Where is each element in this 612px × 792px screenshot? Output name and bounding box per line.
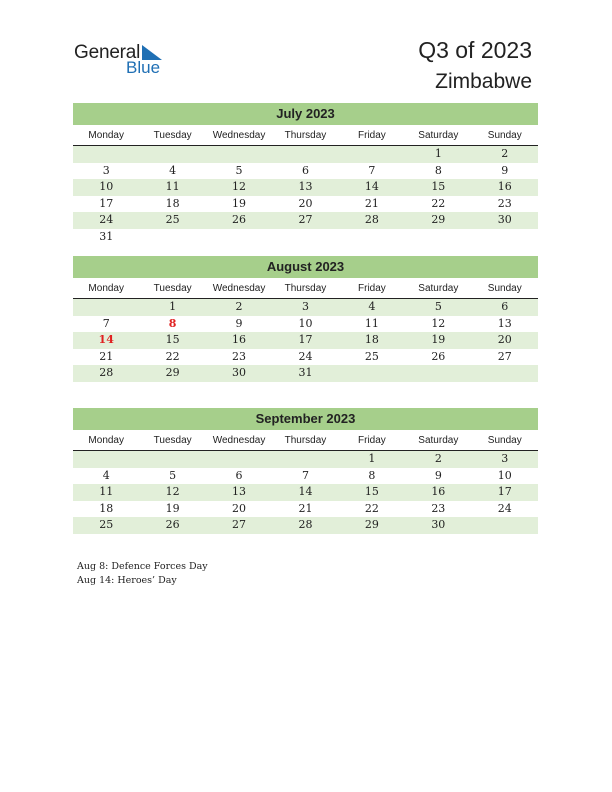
date-cell: 27 bbox=[232, 518, 247, 532]
weekday-label: Friday bbox=[358, 435, 386, 446]
date-cell: 24 bbox=[497, 501, 512, 515]
date-cell bbox=[139, 451, 205, 468]
date-cell: 30 bbox=[232, 366, 247, 380]
date-cell: 23 bbox=[232, 349, 247, 363]
month-july bbox=[73, 103, 538, 246]
week-row bbox=[73, 332, 538, 349]
date-cell: 22 bbox=[431, 196, 446, 210]
date-cell bbox=[339, 229, 405, 246]
date-cell: 12 bbox=[232, 180, 247, 194]
week-row bbox=[73, 501, 538, 518]
date-cell bbox=[139, 229, 205, 246]
date-cell: 27 bbox=[497, 349, 512, 363]
weekday-label: Sunday bbox=[487, 435, 522, 446]
date-cell: 27 bbox=[298, 213, 313, 227]
weekday-label: Thursday bbox=[284, 283, 327, 294]
date-cell: 30 bbox=[431, 518, 446, 532]
date-cell: 22 bbox=[364, 501, 379, 515]
holiday-notes bbox=[77, 560, 208, 588]
date-cell: 31 bbox=[298, 366, 313, 380]
weekday-label: Saturday bbox=[418, 283, 459, 294]
date-cell: 19 bbox=[431, 333, 446, 347]
date-cell: 20 bbox=[497, 333, 512, 347]
date-cell bbox=[339, 365, 405, 382]
holiday-date-cell: 14 bbox=[98, 333, 114, 347]
date-cell bbox=[405, 365, 471, 382]
date-cell: 5 bbox=[434, 300, 442, 313]
date-cell: 29 bbox=[431, 213, 446, 227]
weekday-label: Thursday bbox=[284, 130, 327, 141]
date-cell: 17 bbox=[497, 485, 512, 499]
date-cell: 29 bbox=[364, 518, 379, 532]
date-cell bbox=[472, 229, 538, 246]
date-cell: 26 bbox=[431, 349, 446, 363]
date-cell: 6 bbox=[301, 163, 309, 177]
date-cell: 19 bbox=[232, 196, 247, 210]
date-cell: 19 bbox=[165, 501, 180, 515]
weekday-label: Wednesday bbox=[212, 435, 266, 446]
date-cell: 11 bbox=[364, 316, 379, 330]
weekday-label: Wednesday bbox=[212, 283, 266, 294]
date-cell: 13 bbox=[232, 485, 247, 499]
week-row bbox=[73, 179, 538, 196]
week-row bbox=[73, 299, 538, 316]
date-cell: 14 bbox=[364, 180, 379, 194]
date-cell: 20 bbox=[298, 196, 313, 210]
date-cell: 23 bbox=[431, 501, 446, 515]
date-cell: 25 bbox=[165, 213, 180, 227]
date-cell: 28 bbox=[298, 518, 313, 532]
month-august bbox=[73, 256, 538, 382]
date-cell: 4 bbox=[169, 163, 177, 177]
date-cell: 8 bbox=[368, 468, 376, 482]
date-cell: 2 bbox=[501, 147, 509, 160]
date-cell bbox=[472, 365, 538, 382]
holiday-note: Aug 8: Defence Forces Day bbox=[77, 561, 208, 572]
date-cell: 9 bbox=[501, 163, 509, 177]
holiday-date-cell: 8 bbox=[168, 316, 177, 330]
date-cell: 13 bbox=[497, 316, 512, 330]
date-cell: 7 bbox=[102, 316, 110, 330]
date-cell bbox=[206, 146, 272, 163]
date-cell: 11 bbox=[99, 485, 114, 499]
weekday-header-row bbox=[73, 279, 538, 299]
date-cell: 9 bbox=[235, 316, 243, 330]
weekday-label: Tuesday bbox=[153, 130, 192, 141]
date-cell: 12 bbox=[165, 485, 180, 499]
date-cell: 15 bbox=[431, 180, 446, 194]
date-cell bbox=[73, 146, 139, 163]
date-cell bbox=[73, 451, 139, 468]
week-row bbox=[73, 196, 538, 213]
week-row bbox=[73, 349, 538, 366]
date-cell: 28 bbox=[364, 213, 379, 227]
date-cell: 8 bbox=[434, 163, 442, 177]
date-cell: 18 bbox=[99, 501, 114, 515]
date-cell bbox=[272, 229, 338, 246]
date-cell: 4 bbox=[102, 468, 110, 482]
date-cell: 24 bbox=[298, 349, 313, 363]
date-cell: 10 bbox=[99, 180, 114, 194]
date-cell bbox=[405, 229, 471, 246]
date-cell: 21 bbox=[298, 501, 313, 515]
date-cell: 1 bbox=[169, 300, 177, 313]
date-cell: 31 bbox=[99, 229, 114, 243]
date-cell: 30 bbox=[497, 213, 512, 227]
date-cell: 2 bbox=[434, 452, 442, 465]
date-cell: 16 bbox=[431, 485, 446, 499]
week-row bbox=[73, 163, 538, 180]
date-cell: 23 bbox=[497, 196, 512, 210]
date-cell: 15 bbox=[364, 485, 379, 499]
date-cell bbox=[272, 146, 338, 163]
date-cell: 3 bbox=[301, 300, 309, 313]
date-cell: 17 bbox=[99, 196, 114, 210]
date-cell: 16 bbox=[497, 180, 512, 194]
date-cell bbox=[472, 517, 538, 534]
weekday-label: Sunday bbox=[487, 130, 522, 141]
weekday-label: Wednesday bbox=[212, 130, 266, 141]
date-cell: 20 bbox=[232, 501, 247, 515]
date-cell: 26 bbox=[232, 213, 247, 227]
brand-logo bbox=[74, 42, 174, 78]
date-cell: 17 bbox=[298, 333, 313, 347]
holiday-note: Aug 14: Heroes’ Day bbox=[77, 575, 177, 586]
week-row bbox=[73, 146, 538, 163]
date-cell: 21 bbox=[99, 349, 114, 363]
brand-name-line2: Blue bbox=[126, 58, 161, 77]
weekday-label: Friday bbox=[358, 283, 386, 294]
date-cell: 3 bbox=[501, 452, 509, 465]
week-row bbox=[73, 484, 538, 501]
date-cell: 26 bbox=[165, 518, 180, 532]
weekday-label: Tuesday bbox=[153, 283, 192, 294]
weekday-label: Monday bbox=[88, 435, 124, 446]
date-cell: 13 bbox=[298, 180, 313, 194]
month-title: August 2023 bbox=[73, 256, 538, 278]
month-september bbox=[73, 408, 538, 534]
brand-name-line1: General bbox=[74, 42, 141, 63]
week-row bbox=[73, 468, 538, 485]
date-cell: 6 bbox=[235, 468, 243, 482]
weekday-label: Thursday bbox=[284, 435, 327, 446]
week-row bbox=[73, 212, 538, 229]
weekday-label: Friday bbox=[358, 130, 386, 141]
date-cell: 10 bbox=[497, 468, 512, 482]
country-name: Zimbabwe bbox=[435, 70, 532, 93]
weekday-header-row bbox=[73, 126, 538, 146]
date-cell: 28 bbox=[99, 366, 114, 380]
date-cell: 18 bbox=[165, 196, 180, 210]
date-cell: 1 bbox=[434, 147, 442, 160]
date-cell: 18 bbox=[364, 333, 379, 347]
month-title: July 2023 bbox=[73, 103, 538, 125]
date-cell bbox=[206, 229, 272, 246]
date-cell bbox=[73, 299, 139, 316]
date-cell: 5 bbox=[169, 468, 177, 482]
date-cell bbox=[272, 451, 338, 468]
weekday-label: Tuesday bbox=[153, 435, 192, 446]
date-cell: 11 bbox=[165, 180, 180, 194]
date-cell: 25 bbox=[364, 349, 379, 363]
weekday-label: Monday bbox=[88, 283, 124, 294]
date-cell: 22 bbox=[165, 349, 180, 363]
date-cell: 7 bbox=[301, 468, 309, 482]
date-cell: 14 bbox=[298, 485, 313, 499]
date-cell: 7 bbox=[368, 163, 376, 177]
date-cell bbox=[139, 146, 205, 163]
weekday-label: Sunday bbox=[487, 283, 522, 294]
date-cell: 15 bbox=[165, 333, 180, 347]
date-cell: 6 bbox=[501, 300, 509, 313]
date-cell: 16 bbox=[232, 333, 247, 347]
date-cell: 12 bbox=[431, 316, 446, 330]
week-row bbox=[73, 365, 538, 382]
date-cell: 25 bbox=[99, 518, 114, 532]
date-cell: 9 bbox=[434, 468, 442, 482]
weekday-header-row bbox=[73, 431, 538, 451]
date-cell: 10 bbox=[298, 316, 313, 330]
weekday-label: Saturday bbox=[418, 130, 459, 141]
week-row bbox=[73, 316, 538, 333]
week-row bbox=[73, 229, 538, 246]
date-cell bbox=[339, 146, 405, 163]
date-cell: 21 bbox=[364, 196, 379, 210]
date-cell: 1 bbox=[368, 452, 376, 465]
date-cell: 29 bbox=[165, 366, 180, 380]
date-cell: 3 bbox=[102, 163, 110, 177]
date-cell: 4 bbox=[368, 300, 376, 313]
weekday-label: Monday bbox=[88, 130, 124, 141]
month-title: September 2023 bbox=[73, 408, 538, 430]
date-cell bbox=[206, 451, 272, 468]
weekday-label: Saturday bbox=[418, 435, 459, 446]
date-cell: 2 bbox=[235, 300, 243, 313]
week-row bbox=[73, 517, 538, 534]
page-title: Q3 of 2023 bbox=[418, 37, 532, 63]
date-cell: 5 bbox=[235, 163, 243, 177]
week-row bbox=[73, 451, 538, 468]
date-cell: 24 bbox=[99, 213, 114, 227]
